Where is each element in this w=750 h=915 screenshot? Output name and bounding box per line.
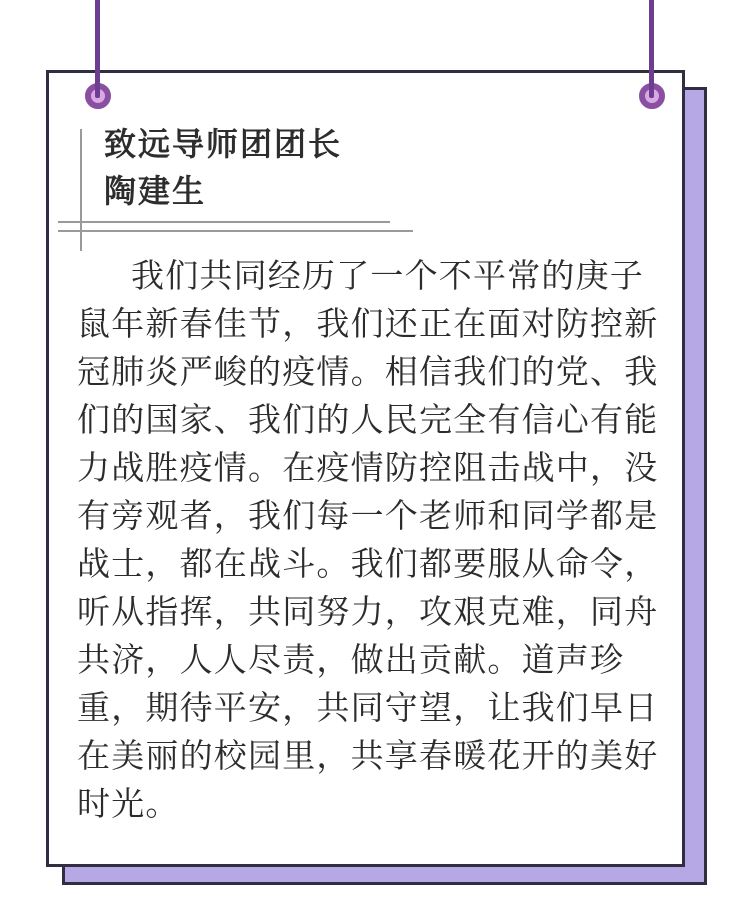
body-line: 力战胜疫情。在疫情防控阻击战中，没 xyxy=(77,449,659,486)
body-line: 战士，都在战斗。我们都要服从命令， xyxy=(77,545,659,582)
body-line: 有旁观者，我们每一个老师和同学都是 xyxy=(77,497,659,534)
header-rule-top xyxy=(58,221,390,223)
title-line-name: 陶建生 xyxy=(104,173,207,209)
header-rule-bottom xyxy=(58,230,413,232)
card-title xyxy=(104,121,342,215)
body-paragraph xyxy=(77,252,677,828)
header-vertical-rule xyxy=(80,129,82,251)
body-line: 在美丽的校园里，共享春暖花开的美好 xyxy=(77,737,659,774)
body-line: 共济，人人尽责，做出贡献。道声珍 xyxy=(77,641,625,678)
hanging-string-left xyxy=(95,0,100,98)
body-line: 听从指挥，共同努力，攻艰克难，同舟 xyxy=(77,593,659,630)
hanging-string-right xyxy=(649,0,654,98)
body-line: 们的国家、我们的人民完全有信心有能 xyxy=(77,401,659,438)
body-line: 冠肺炎严峻的疫情。相信我们的党、我 xyxy=(77,353,659,390)
body-line: 时光。 xyxy=(77,785,180,822)
title-line-role: 致远导师团团长 xyxy=(104,126,343,162)
body-line: 我们共同经历了一个不平常的庚子 xyxy=(131,257,644,294)
body-line: 鼠年新春佳节，我们还正在面对防控新 xyxy=(77,305,659,342)
body-line: 重，期待平安，共同守望，让我们早日 xyxy=(77,689,659,726)
